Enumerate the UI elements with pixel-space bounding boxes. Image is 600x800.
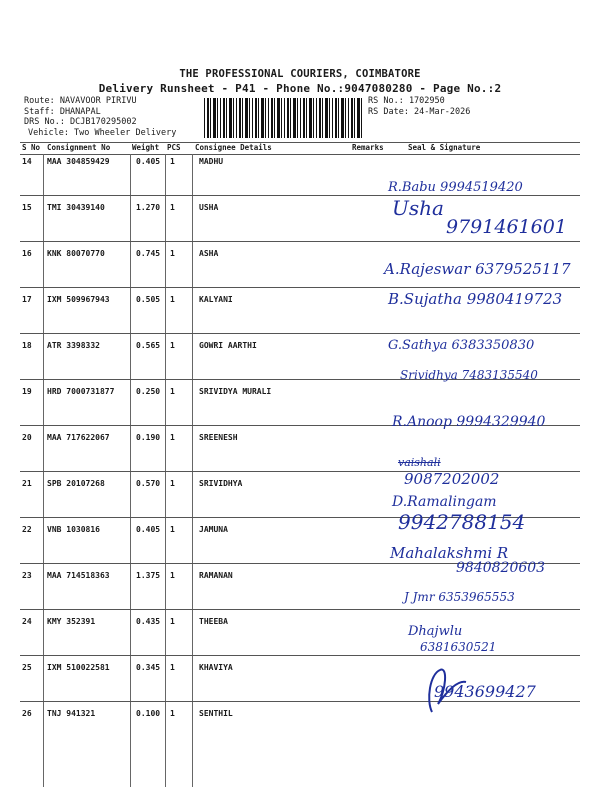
pcs-cell: 1 bbox=[170, 295, 175, 304]
weight-cell: 0.250 bbox=[136, 387, 161, 396]
consignee-cell: GOWRI AARTHI bbox=[199, 341, 257, 350]
handwritten-note: Usha bbox=[392, 196, 444, 220]
pcs-cell: 1 bbox=[170, 249, 175, 258]
consignment-cell: VNB 1030816 bbox=[47, 525, 100, 534]
pcs-cell: 1 bbox=[170, 157, 175, 166]
table-header-rule bbox=[20, 154, 580, 155]
handwritten-note: 9087202002 bbox=[404, 470, 500, 488]
col-sno-header: S No bbox=[22, 143, 41, 152]
consignee-cell: JAMUNA bbox=[199, 525, 228, 534]
drs-text: DRS No.: DCJB170295002 bbox=[24, 117, 137, 127]
company-title: THE PROFESSIONAL COURIERS, COIMBATORE bbox=[179, 68, 421, 80]
weight-cell: 0.745 bbox=[136, 249, 161, 258]
consignment-cell: TMI 30439140 bbox=[47, 203, 105, 212]
handwritten-note: Mahalakshmi R bbox=[390, 544, 509, 562]
col-weight-header: Weight bbox=[132, 143, 160, 152]
sno-cell: 14 bbox=[22, 157, 32, 166]
consignee-cell: ASHA bbox=[199, 249, 219, 258]
weight-cell: 0.100 bbox=[136, 709, 161, 718]
table-row bbox=[0, 663, 600, 677]
consignee-cell: USHA bbox=[199, 203, 219, 212]
col-seal-header: Seal & Signature bbox=[408, 143, 481, 152]
weight-cell: 0.190 bbox=[136, 433, 161, 442]
sno-cell: 16 bbox=[22, 249, 32, 258]
handwritten-note: A.Rajeswar 6379525117 bbox=[384, 260, 571, 278]
handwritten-note: Dhajwlu bbox=[408, 624, 463, 639]
consignee-cell: SENTHIL bbox=[199, 709, 233, 718]
pcs-cell: 1 bbox=[170, 203, 175, 212]
weight-cell: 1.375 bbox=[136, 571, 161, 580]
pcs-cell: 1 bbox=[170, 571, 175, 580]
row-separator bbox=[20, 333, 580, 334]
consignee-cell: SRIVIDHYA bbox=[199, 479, 243, 488]
handwritten-note: 9943699427 bbox=[434, 682, 536, 701]
vehicle-text: Vehicle: Two Wheeler Delivery bbox=[28, 127, 177, 138]
consignment-cell: MAA 717622067 bbox=[47, 433, 110, 442]
pcs-cell: 1 bbox=[170, 663, 175, 672]
sno-cell: 25 bbox=[22, 663, 32, 672]
row-separator bbox=[20, 609, 580, 610]
pcs-cell: 1 bbox=[170, 387, 175, 396]
weight-cell: 0.570 bbox=[136, 479, 161, 488]
consignment-cell: IXM 510022581 bbox=[47, 663, 110, 672]
rs-number: RS No.: 1702950 bbox=[368, 96, 445, 106]
weight-cell: 0.345 bbox=[136, 663, 161, 672]
col-consignee-header: Consignee Details bbox=[195, 143, 272, 152]
signature-scribble bbox=[418, 660, 478, 720]
consignment-cell: KMY 352391 bbox=[47, 617, 96, 626]
runsheet-subtitle: Delivery Runsheet - P41 - Phone No.:9047080280 - Page No.:2 bbox=[98, 82, 502, 95]
consignment-cell: IXM 509967943 bbox=[47, 295, 110, 304]
handwritten-note: B.Sujatha 9980419723 bbox=[388, 290, 563, 308]
table-row bbox=[0, 203, 600, 217]
weight-cell: 0.435 bbox=[136, 617, 161, 626]
run-info-left bbox=[24, 96, 176, 138]
row-separator bbox=[20, 287, 580, 288]
pcs-cell: 1 bbox=[170, 341, 175, 350]
weight-cell: 0.565 bbox=[136, 341, 161, 350]
consignment-cell: MAA 304859429 bbox=[47, 157, 110, 166]
table-row bbox=[0, 709, 600, 723]
table-row bbox=[0, 617, 600, 631]
handwritten-note: R.Anoop 9994329940 bbox=[392, 414, 546, 430]
handwritten-note: G.Sathya 6383350830 bbox=[388, 338, 535, 353]
pcs-cell: 1 bbox=[170, 617, 175, 626]
handwritten-note: vaishali bbox=[398, 456, 441, 469]
consignment-cell: SPB 20107268 bbox=[47, 479, 105, 488]
route-text: Route: NAVAVOOR PIRIVU bbox=[24, 96, 137, 106]
weight-cell: 0.505 bbox=[136, 295, 161, 304]
sno-cell: 22 bbox=[22, 525, 32, 534]
consignment-cell: ATR 3398332 bbox=[47, 341, 100, 350]
pcs-cell: 1 bbox=[170, 433, 175, 442]
consignee-cell: SRIVIDYA MURALI bbox=[199, 387, 272, 396]
handwritten-note: R.Babu 9994519420 bbox=[388, 180, 523, 195]
consignee-cell: RAMANAN bbox=[199, 571, 233, 580]
col-consignment-header: Consignment No bbox=[47, 143, 111, 152]
handwritten-note: 9840820603 bbox=[456, 560, 546, 576]
sno-cell: 23 bbox=[22, 571, 32, 580]
pcs-cell: 1 bbox=[170, 525, 175, 534]
consignment-cell: KNK 80070770 bbox=[47, 249, 105, 258]
handwritten-note: 6381630521 bbox=[420, 640, 497, 654]
sno-cell: 19 bbox=[22, 387, 32, 396]
row-separator bbox=[20, 241, 580, 242]
handwritten-note: J Jmr 6353965553 bbox=[404, 590, 515, 604]
consignee-cell: THEEBA bbox=[199, 617, 228, 626]
handwritten-note: Srividhya 7483135540 bbox=[400, 368, 538, 382]
table-row bbox=[0, 387, 600, 401]
row-separator bbox=[20, 701, 580, 702]
consignee-cell: KALYANI bbox=[199, 295, 233, 304]
sno-cell: 15 bbox=[22, 203, 32, 212]
table-row bbox=[0, 479, 600, 493]
col-remarks-header: Remarks bbox=[352, 143, 384, 152]
consignee-cell: SREENESH bbox=[199, 433, 238, 442]
sno-cell: 18 bbox=[22, 341, 32, 350]
table-row bbox=[0, 157, 600, 171]
sno-cell: 24 bbox=[22, 617, 32, 626]
consignee-cell: KHAVIYA bbox=[199, 663, 233, 672]
handwritten-note: 9942788154 bbox=[398, 510, 526, 534]
weight-cell: 1.270 bbox=[136, 203, 161, 212]
handwritten-note: D.Ramalingam bbox=[392, 494, 497, 510]
consignment-cell: MAA 714518363 bbox=[47, 571, 110, 580]
run-info-right bbox=[368, 96, 470, 117]
col-pcs-header: PCS bbox=[167, 143, 181, 152]
table-row bbox=[0, 433, 600, 447]
sno-cell: 21 bbox=[22, 479, 32, 488]
staff-text: Staff: DHANAPAL bbox=[24, 106, 101, 117]
pcs-cell: 1 bbox=[170, 709, 175, 718]
sno-cell: 20 bbox=[22, 433, 32, 442]
sno-cell: 26 bbox=[22, 709, 32, 718]
consignee-cell: MADHU bbox=[199, 157, 224, 166]
barcode-image bbox=[204, 98, 364, 138]
weight-cell: 0.405 bbox=[136, 525, 161, 534]
handwritten-note: 9791461601 bbox=[446, 216, 567, 238]
sno-cell: 17 bbox=[22, 295, 32, 304]
rs-date: RS Date: 24-Mar-2026 bbox=[368, 106, 471, 117]
consignment-cell: HRD 7000731877 bbox=[47, 387, 115, 396]
row-separator bbox=[20, 195, 580, 196]
weight-cell: 0.405 bbox=[136, 157, 161, 166]
consignment-cell: TNJ 941321 bbox=[47, 709, 96, 718]
row-separator bbox=[20, 655, 580, 656]
pcs-cell: 1 bbox=[170, 479, 175, 488]
